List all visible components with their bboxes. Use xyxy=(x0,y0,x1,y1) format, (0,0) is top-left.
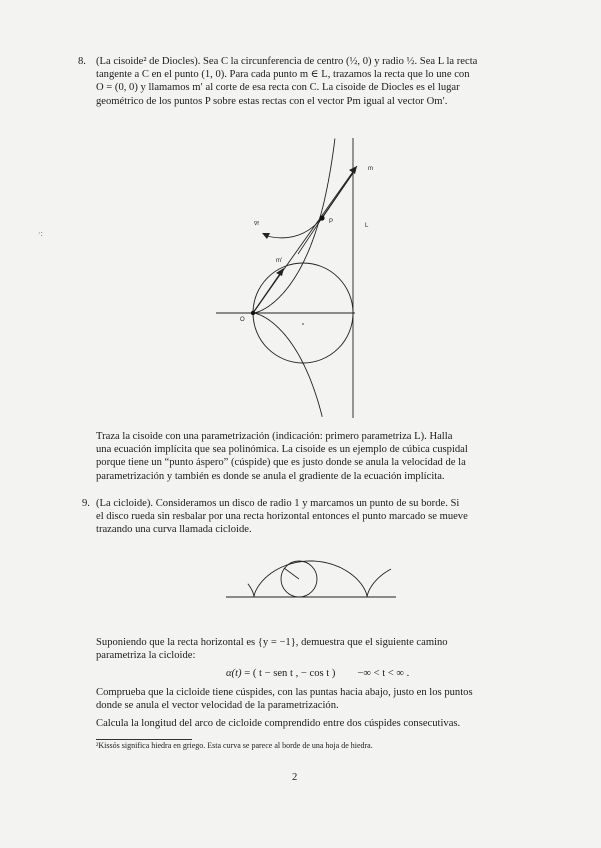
label-gradient: ∇f xyxy=(254,221,259,227)
exercise-8-number: 8. xyxy=(78,56,86,67)
exercise-9-arc-length xyxy=(96,717,522,730)
exercise-9-cusps xyxy=(96,686,522,712)
ex9-after-line-2: donde se anula el vector velocidad de la parametrización. xyxy=(96,700,339,712)
label-m-prime: m' xyxy=(276,258,283,264)
formula-lhs: α(t) xyxy=(226,668,242,679)
ex9-intro-line-1: Suponiendo que la recta horizontal es {y = −1}, demuestra que el siguiente camino xyxy=(96,637,448,648)
scan-mark: ·: xyxy=(38,229,43,238)
ex8-task-line-2: una ecuación implícita que sea polinómica. La cisoide es un ejemplo de cúbica cuspidal xyxy=(96,444,468,456)
ex9-after-line-1: Comprueba que la cicloide tiene cúspides, con las puntas hacia abajo, justo en los puntos xyxy=(96,687,473,698)
ex8-task-line-1: Traza la cisoide con una parametrización (indicación: primero parametriza L). Halla xyxy=(96,431,453,442)
ex9-line-3: trazando una curva llamada cicloide. xyxy=(96,524,252,536)
ex8-line-1: (La cisoide² de Diocles). Sea C la circunferencia de centro (½, 0) y radio ½. Sea L la recta xyxy=(96,56,478,67)
footnote-rule xyxy=(96,739,192,740)
ex9-line-1: (La cicloide). Consideramos un disco de radio 1 y marcamos un punto de su borde. Si xyxy=(96,498,460,509)
label-L: L xyxy=(365,223,369,229)
ex9-last-line: Calcula la longitud del arco de cicloide comprendido entre dos cúspides consecutivas. xyxy=(96,718,461,729)
ex9-line-2: el disco rueda sin resbalar por una recta horizontal entonces el punto marcado se mueve xyxy=(96,511,468,523)
ex8-line-4: geométrico de los puntos P sobre estas rectas con el vector Pm igual al vector Om′. xyxy=(96,95,448,107)
exercise-9-intro xyxy=(96,636,522,662)
formula-equals: = xyxy=(241,668,253,679)
exercise-9-number: 9. xyxy=(82,498,90,509)
label-O: O xyxy=(240,317,245,323)
formula-vector: ( t − sen t , − cos t ) xyxy=(252,668,336,679)
ex8-task-line-4: parametrización y también es donde se anula el gradiente de la ecuación implícita. xyxy=(96,470,445,482)
ex8-line-3: O = (0, 0) y llamamos m′ al corte de esa recta con C. La cisoide de Diocles es el lugar xyxy=(96,82,460,94)
cycloid-parametrization xyxy=(226,667,409,680)
ex8-task-line-3: porque tiene un “punto áspero” (cúspide) que es justo donde se anula la velocidad de la xyxy=(96,457,466,469)
label-P: P xyxy=(329,219,334,225)
footnote: ²Kissós significa hiedra en griego. Esta curva se parece al borde de una hoja de hiedra. xyxy=(96,741,373,750)
label-m: m xyxy=(368,166,373,172)
cycloid-curve xyxy=(248,561,391,597)
page-number: 2 xyxy=(292,772,298,783)
formula-range: −∞ < t < ∞ . xyxy=(357,668,410,679)
ex8-line-2: tangente a C en el punto (1, 0). Para cada punto m ∈ L, trazamos la recta que lo une con xyxy=(96,69,470,81)
disc-radius xyxy=(284,568,299,579)
ex9-intro-line-2: parametriza la cicloide: xyxy=(96,650,196,662)
